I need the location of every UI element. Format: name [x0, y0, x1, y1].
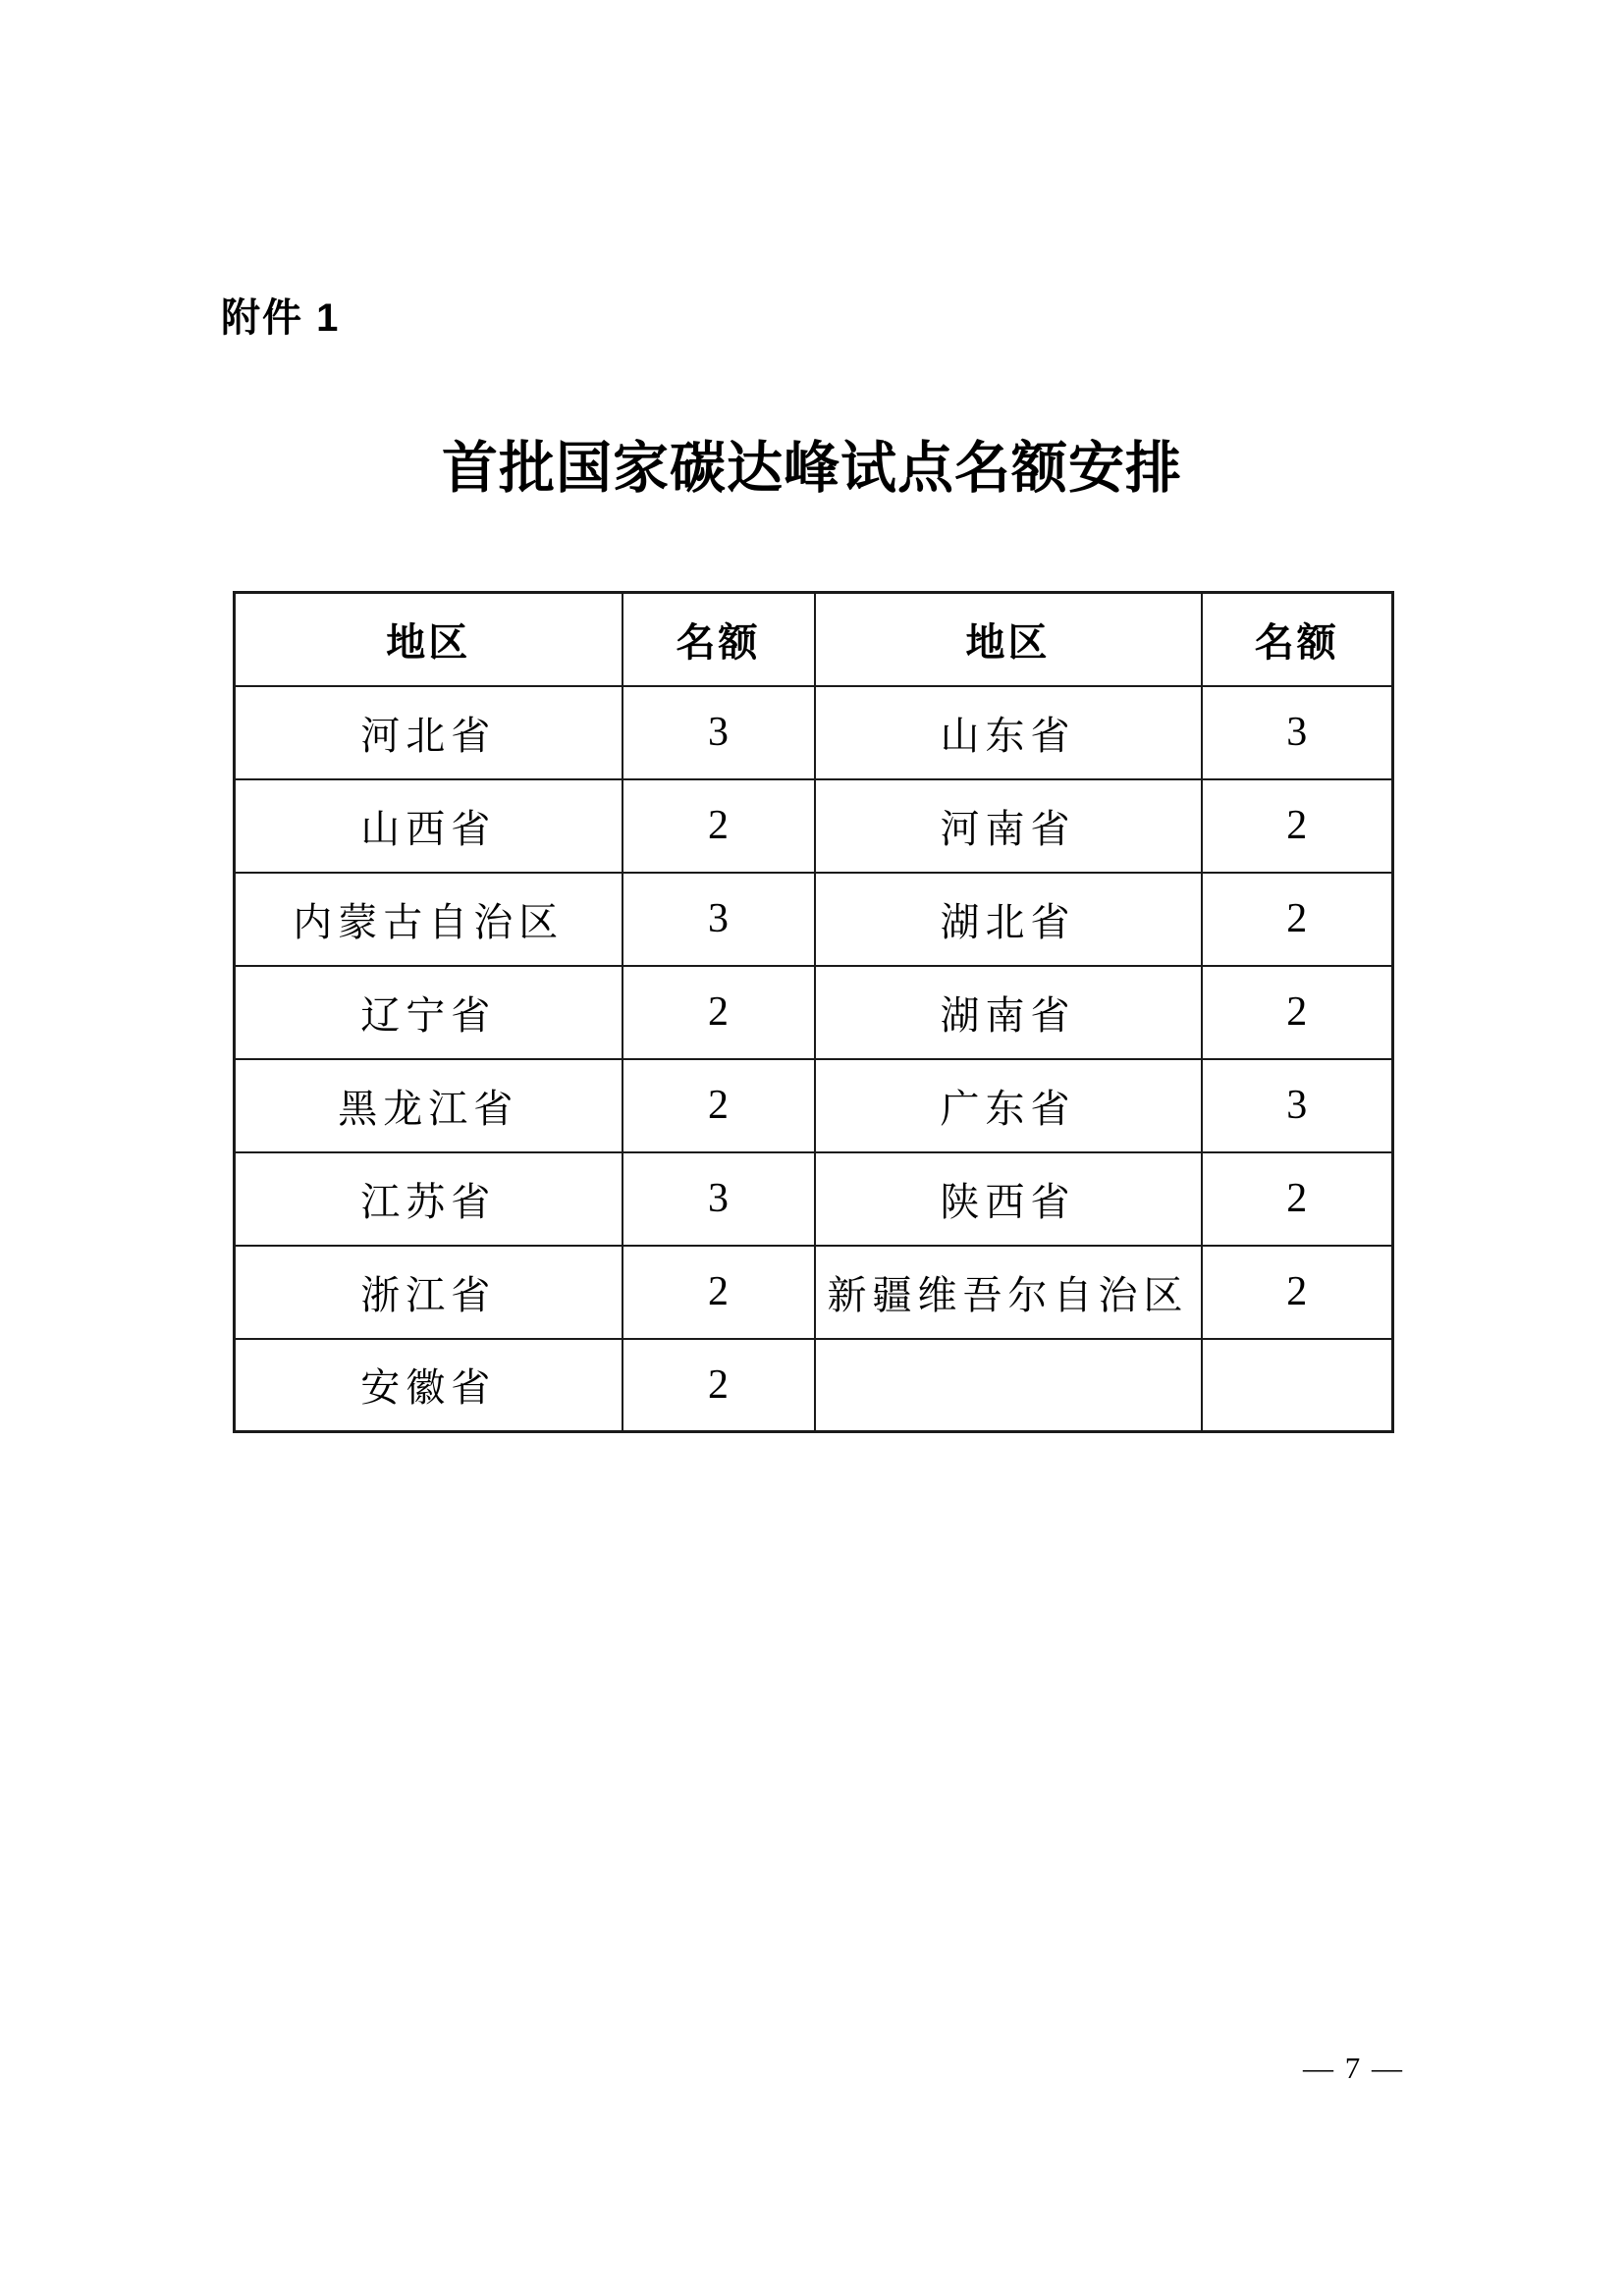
- quota-cell: 2: [1202, 966, 1393, 1059]
- table-row: [235, 686, 1393, 779]
- page-title: 首批国家碳达峰试点名额安排: [442, 438, 1182, 500]
- region-cell: 辽宁省: [235, 966, 623, 1059]
- quota-cell: 2: [1202, 1152, 1393, 1246]
- region-cell: [815, 1339, 1202, 1432]
- quota-cell: 3: [623, 1152, 815, 1246]
- quota-cell: [1202, 1339, 1393, 1432]
- header-cell: 名额: [623, 593, 815, 686]
- page-number: — 7 —: [1303, 2051, 1404, 2085]
- table-row: [235, 1059, 1393, 1152]
- attachment-label: 附件 1: [221, 296, 341, 340]
- table-row: [235, 873, 1393, 966]
- quota-cell: 3: [623, 686, 815, 779]
- header-cell: 名额: [1202, 593, 1393, 686]
- region-cell: 广东省: [815, 1059, 1202, 1152]
- quota-cell: 2: [623, 1339, 815, 1432]
- quota-cell: 2: [623, 1059, 815, 1152]
- region-cell: 新疆维吾尔自治区: [815, 1246, 1202, 1339]
- quota-cell: 3: [623, 873, 815, 966]
- quota-cell: 2: [1202, 779, 1393, 873]
- quota-cell: 2: [1202, 873, 1393, 966]
- region-cell: 陕西省: [815, 1152, 1202, 1246]
- region-cell: 江苏省: [235, 1152, 623, 1246]
- table-header-row: [235, 593, 1393, 686]
- region-cell: 山西省: [235, 779, 623, 873]
- region-cell: 内蒙古自治区: [235, 873, 623, 966]
- region-cell: 浙江省: [235, 1246, 623, 1339]
- region-cell: 湖北省: [815, 873, 1202, 966]
- header-cell: 地区: [815, 593, 1202, 686]
- region-cell: 湖南省: [815, 966, 1202, 1059]
- table-row: [235, 1152, 1393, 1246]
- quota-cell: 2: [1202, 1246, 1393, 1339]
- region-cell: 河南省: [815, 779, 1202, 873]
- quota-cell: 2: [623, 1246, 815, 1339]
- quota-cell: 2: [623, 966, 815, 1059]
- quota-cell: 3: [1202, 686, 1393, 779]
- table-row: [235, 1246, 1393, 1339]
- header-cell: 地区: [235, 593, 623, 686]
- region-cell: 山东省: [815, 686, 1202, 779]
- quota-table: [233, 591, 1394, 1433]
- region-cell: 河北省: [235, 686, 623, 779]
- quota-cell: 2: [623, 779, 815, 873]
- table-row: [235, 1339, 1393, 1432]
- table-row: [235, 966, 1393, 1059]
- region-cell: 黑龙江省: [235, 1059, 623, 1152]
- table-row: [235, 779, 1393, 873]
- quota-cell: 3: [1202, 1059, 1393, 1152]
- region-cell: 安徽省: [235, 1339, 623, 1432]
